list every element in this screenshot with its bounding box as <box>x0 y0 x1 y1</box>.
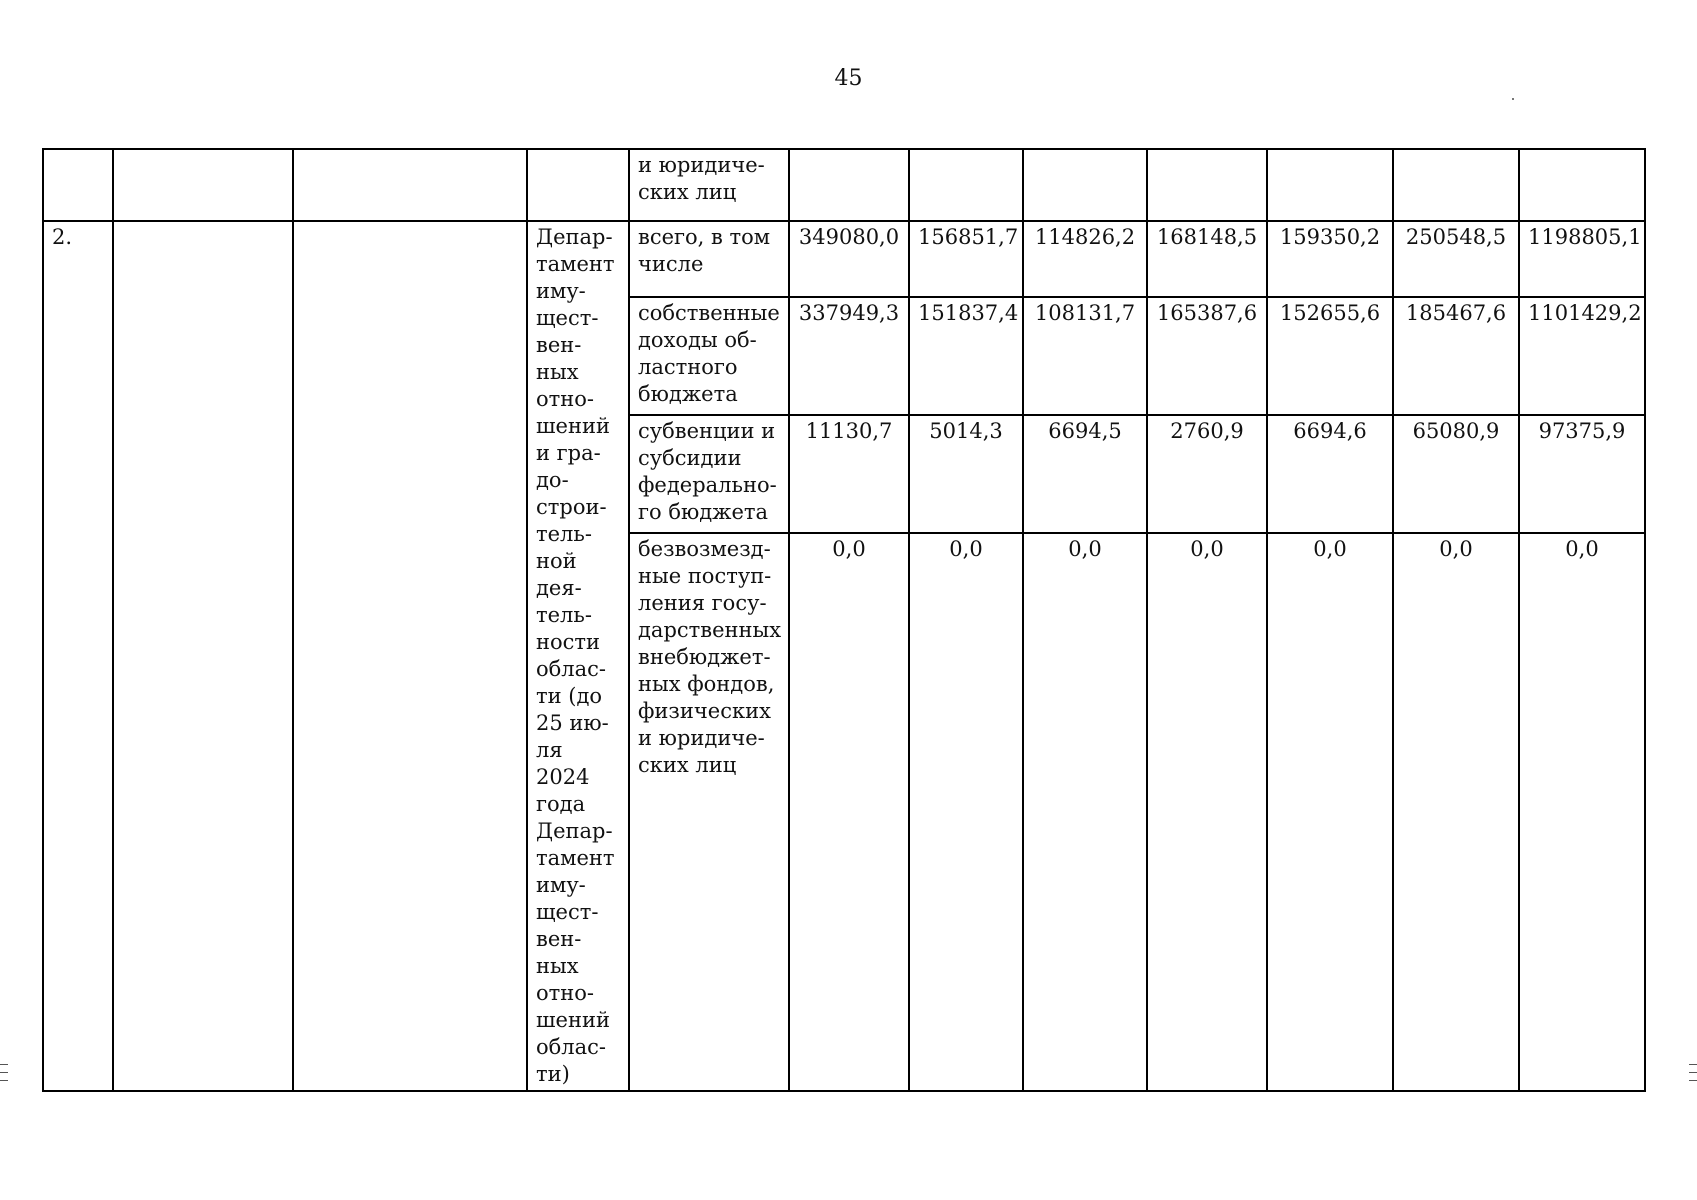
department-line: иму- <box>536 279 586 303</box>
label-line: безвозмезд- <box>638 537 771 562</box>
value-cell: 0,0 <box>1147 533 1267 1091</box>
value-cell: 1198805,1 <box>1519 221 1645 297</box>
department-line: и гра- <box>536 441 601 465</box>
label-line: физических <box>638 699 771 724</box>
department-line: Депар- <box>536 225 613 249</box>
label-line: ских лиц <box>638 180 737 204</box>
cell-empty <box>113 149 293 221</box>
value-cell: 250548,5 <box>1393 221 1519 297</box>
scan-artifact-dot <box>1512 98 1514 100</box>
cell-empty <box>1023 149 1147 221</box>
label-line: субсидии <box>638 446 742 471</box>
value-cell: 156851,7 <box>909 221 1023 297</box>
right-edge-tick <box>1689 1064 1697 1065</box>
value-cell: 165387,6 <box>1147 297 1267 415</box>
department-line: иму- <box>536 873 586 897</box>
funding-source-label <box>629 533 789 1091</box>
department-line: шений <box>536 414 610 438</box>
department-name <box>527 221 629 1091</box>
department-line: тель- <box>536 522 592 546</box>
value-cell: 108131,7 <box>1023 297 1147 415</box>
label-line: и юридиче- <box>638 726 765 751</box>
department-line: ти) <box>536 1062 570 1086</box>
department-line: отно- <box>536 387 594 411</box>
department-line: Депар- <box>536 819 613 843</box>
label-line: бюджета <box>638 382 738 407</box>
cell-empty <box>293 149 527 221</box>
cell-empty <box>43 149 113 221</box>
right-edge-tick <box>1689 1080 1697 1081</box>
budget-table <box>42 148 1646 1092</box>
label-line: дарственных <box>638 618 782 643</box>
funding-source-label <box>629 297 789 415</box>
label-line: го бюджета <box>638 500 769 525</box>
funding-source-label <box>629 415 789 533</box>
label-line: собственные <box>638 301 780 326</box>
department-line: ной <box>536 549 577 573</box>
department-line: ти (до <box>536 684 603 708</box>
department-line: вен- <box>536 333 582 357</box>
funding-source-label <box>629 149 789 221</box>
value-cell: 2760,9 <box>1147 415 1267 533</box>
department-line: строи- <box>536 495 607 519</box>
department-line: тамент <box>536 846 615 870</box>
table-row-continuation <box>43 149 1645 221</box>
label-line: числе <box>638 252 704 276</box>
cell-empty <box>1519 149 1645 221</box>
label-line: всего, в том <box>638 225 771 249</box>
label-line: ских лиц <box>638 753 737 778</box>
value-cell: 152655,6 <box>1267 297 1393 415</box>
cell-empty <box>293 221 527 1091</box>
value-cell: 0,0 <box>1519 533 1645 1091</box>
label-line: ления госу- <box>638 591 767 616</box>
department-line: ности <box>536 630 601 654</box>
value-cell: 11130,7 <box>789 415 909 533</box>
left-edge-tick <box>0 1080 8 1081</box>
label-line: ных фондов, <box>638 672 775 697</box>
department-line: года <box>536 792 586 816</box>
cell-empty <box>527 149 629 221</box>
cell-empty <box>113 221 293 1091</box>
value-cell: 185467,6 <box>1393 297 1519 415</box>
page-number: 45 <box>834 66 863 91</box>
department-line: 2024 <box>536 765 590 789</box>
department-line: до- <box>536 468 569 492</box>
department-line: тель- <box>536 603 592 627</box>
left-edge-tick <box>0 1072 8 1073</box>
table-row-total <box>43 221 1645 297</box>
cell-empty <box>1267 149 1393 221</box>
department-line: тамент <box>536 252 615 276</box>
cell-empty <box>1147 149 1267 221</box>
label-line: внебюджет- <box>638 645 771 670</box>
row-number: 2. <box>43 221 113 1091</box>
department-line: щест- <box>536 900 599 924</box>
department-line: дея- <box>536 576 582 600</box>
funding-source-label <box>629 221 789 297</box>
value-cell: 6694,6 <box>1267 415 1393 533</box>
department-line: щест- <box>536 306 599 330</box>
department-line: ля <box>536 738 563 762</box>
label-line: федерально- <box>638 473 777 498</box>
value-cell: 0,0 <box>1267 533 1393 1091</box>
department-line: ных <box>536 360 579 384</box>
label-line: ластного <box>638 355 738 380</box>
department-line: вен- <box>536 927 582 951</box>
value-cell: 1101429,2 <box>1519 297 1645 415</box>
label-line: и юридиче- <box>638 153 765 177</box>
cell-empty <box>789 149 909 221</box>
right-edge-tick <box>1689 1072 1697 1073</box>
department-line: ных <box>536 954 579 978</box>
value-cell: 0,0 <box>1023 533 1147 1091</box>
value-cell: 0,0 <box>909 533 1023 1091</box>
value-cell: 0,0 <box>789 533 909 1091</box>
value-cell: 349080,0 <box>789 221 909 297</box>
department-line: шений <box>536 1008 610 1032</box>
value-cell: 159350,2 <box>1267 221 1393 297</box>
department-line: облас- <box>536 657 607 681</box>
department-line: отно- <box>536 981 594 1005</box>
value-cell: 6694,5 <box>1023 415 1147 533</box>
value-cell: 97375,9 <box>1519 415 1645 533</box>
value-cell: 0,0 <box>1393 533 1519 1091</box>
value-cell: 151837,4 <box>909 297 1023 415</box>
value-cell: 337949,3 <box>789 297 909 415</box>
value-cell: 65080,9 <box>1393 415 1519 533</box>
cell-empty <box>1393 149 1519 221</box>
value-cell: 5014,3 <box>909 415 1023 533</box>
value-cell: 168148,5 <box>1147 221 1267 297</box>
label-line: субвенции и <box>638 419 776 444</box>
label-line: доходы об- <box>638 328 757 353</box>
department-line: 25 ию- <box>536 711 609 735</box>
value-cell: 114826,2 <box>1023 221 1147 297</box>
left-edge-tick <box>0 1064 8 1065</box>
label-line: ные поступ- <box>638 564 772 589</box>
cell-empty <box>909 149 1023 221</box>
department-line: облас- <box>536 1035 607 1059</box>
